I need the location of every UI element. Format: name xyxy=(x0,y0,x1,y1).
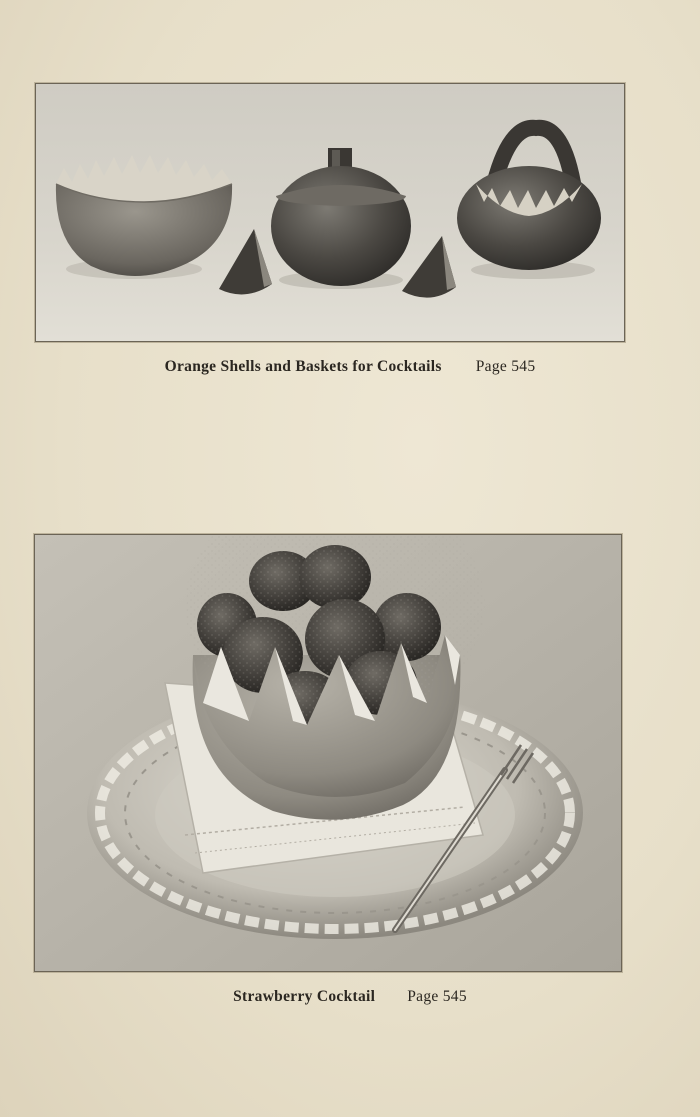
caption-page-number: Page 545 xyxy=(475,358,536,375)
caption-title: Orange Shells and Baskets for Cocktails xyxy=(164,358,442,375)
orange-shells-illustration xyxy=(36,84,624,341)
caption-page-number: Page 545 xyxy=(407,988,467,1005)
strawberry-cocktail-illustration xyxy=(35,535,621,971)
orange-shells-photo xyxy=(35,83,625,342)
caption-title: Strawberry Cocktail xyxy=(233,988,376,1005)
strawberry-cocktail-photo xyxy=(34,534,622,972)
figure-caption-top xyxy=(0,358,700,376)
figure-caption-bottom xyxy=(0,988,700,1006)
